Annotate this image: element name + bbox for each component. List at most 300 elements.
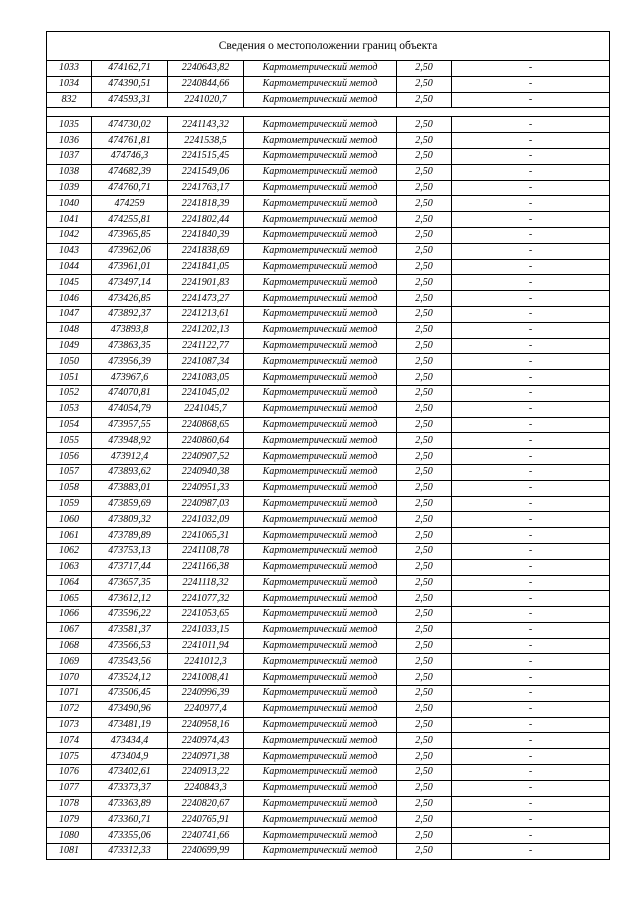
point-number-cell: 1037 — [47, 148, 92, 164]
accuracy-cell: 2,50 — [397, 433, 452, 449]
x-coordinate-cell: 474760,71 — [92, 180, 168, 196]
point-number-cell: 1061 — [47, 528, 92, 544]
x-coordinate-cell: 473657,35 — [92, 575, 168, 591]
table-row — [47, 275, 610, 291]
accuracy-cell: 2,50 — [397, 844, 452, 860]
table-row — [47, 417, 610, 433]
table-row — [47, 76, 610, 92]
method-cell: Картометрический метод — [244, 354, 397, 370]
note-cell: - — [452, 480, 610, 496]
accuracy-cell: 2,50 — [397, 512, 452, 528]
table-row — [47, 670, 610, 686]
accuracy-cell: 2,50 — [397, 92, 452, 108]
x-coordinate-cell: 473312,33 — [92, 844, 168, 860]
note-cell: - — [452, 796, 610, 812]
accuracy-cell: 2,50 — [397, 227, 452, 243]
note-cell: - — [452, 196, 610, 212]
x-coordinate-cell: 473957,55 — [92, 417, 168, 433]
y-coordinate-cell: 2241143,32 — [168, 117, 244, 133]
accuracy-cell: 2,50 — [397, 780, 452, 796]
note-cell: - — [452, 291, 610, 307]
method-cell: Картометрический метод — [244, 654, 397, 670]
y-coordinate-cell: 2241515,45 — [168, 148, 244, 164]
method-cell: Картометрический метод — [244, 148, 397, 164]
x-coordinate-cell: 474070,81 — [92, 385, 168, 401]
x-coordinate-cell: 473524,12 — [92, 670, 168, 686]
accuracy-cell: 2,50 — [397, 196, 452, 212]
point-number-cell: 1062 — [47, 543, 92, 559]
point-number-cell: 1043 — [47, 243, 92, 259]
x-coordinate-cell: 473863,35 — [92, 338, 168, 354]
table-row — [47, 480, 610, 496]
method-cell: Картометрический метод — [244, 76, 397, 92]
y-coordinate-cell: 2241011,94 — [168, 638, 244, 654]
x-coordinate-cell: 473962,06 — [92, 243, 168, 259]
point-number-cell: 1070 — [47, 670, 92, 686]
x-coordinate-cell: 474593,31 — [92, 92, 168, 108]
point-number-cell: 1067 — [47, 622, 92, 638]
table-row — [47, 148, 610, 164]
table-row — [47, 828, 610, 844]
y-coordinate-cell: 2241033,15 — [168, 622, 244, 638]
accuracy-cell: 2,50 — [397, 622, 452, 638]
y-coordinate-cell: 2241838,69 — [168, 243, 244, 259]
point-number-cell: 1042 — [47, 227, 92, 243]
accuracy-cell: 2,50 — [397, 354, 452, 370]
point-number-cell: 1066 — [47, 607, 92, 623]
point-number-cell: 1055 — [47, 433, 92, 449]
y-coordinate-cell: 2240940,38 — [168, 464, 244, 480]
note-cell: - — [452, 638, 610, 654]
note-cell: - — [452, 812, 610, 828]
y-coordinate-cell: 2241020,7 — [168, 92, 244, 108]
table-row — [47, 844, 610, 860]
accuracy-cell: 2,50 — [397, 591, 452, 607]
x-coordinate-cell: 473859,69 — [92, 496, 168, 512]
table-row — [47, 638, 610, 654]
table-row — [47, 812, 610, 828]
y-coordinate-cell: 2240844,66 — [168, 76, 244, 92]
y-coordinate-cell: 2240951,33 — [168, 480, 244, 496]
table-row — [47, 654, 610, 670]
point-number-cell: 1069 — [47, 654, 92, 670]
separator-cell — [47, 108, 610, 117]
point-number-cell: 1063 — [47, 559, 92, 575]
y-coordinate-cell: 2241818,39 — [168, 196, 244, 212]
note-cell: - — [452, 243, 610, 259]
point-number-cell: 1053 — [47, 401, 92, 417]
point-number-cell: 1074 — [47, 733, 92, 749]
table-row — [47, 370, 610, 386]
note-cell: - — [452, 338, 610, 354]
method-cell: Картометрический метод — [244, 512, 397, 528]
table-row — [47, 61, 610, 77]
note-cell: - — [452, 322, 610, 338]
y-coordinate-cell: 2241802,44 — [168, 212, 244, 228]
y-coordinate-cell: 2240699,99 — [168, 844, 244, 860]
accuracy-cell: 2,50 — [397, 370, 452, 386]
method-cell: Картометрический метод — [244, 733, 397, 749]
accuracy-cell: 2,50 — [397, 180, 452, 196]
table-row — [47, 575, 610, 591]
y-coordinate-cell: 2241008,41 — [168, 670, 244, 686]
accuracy-cell: 2,50 — [397, 338, 452, 354]
accuracy-cell: 2,50 — [397, 559, 452, 575]
y-coordinate-cell: 2241077,32 — [168, 591, 244, 607]
x-coordinate-cell: 473363,89 — [92, 796, 168, 812]
note-cell: - — [452, 543, 610, 559]
table-row — [47, 686, 610, 702]
y-coordinate-cell: 2241065,31 — [168, 528, 244, 544]
accuracy-cell: 2,50 — [397, 117, 452, 133]
note-cell: - — [452, 765, 610, 781]
table-row — [47, 433, 610, 449]
y-coordinate-cell: 2241045,02 — [168, 385, 244, 401]
y-coordinate-cell: 2241087,34 — [168, 354, 244, 370]
separator-row — [47, 108, 610, 117]
table-row — [47, 701, 610, 717]
y-coordinate-cell: 2240741,66 — [168, 828, 244, 844]
note-cell: - — [452, 828, 610, 844]
note-cell: - — [452, 76, 610, 92]
x-coordinate-cell: 473883,01 — [92, 480, 168, 496]
note-cell: - — [452, 92, 610, 108]
x-coordinate-cell: 473892,37 — [92, 306, 168, 322]
note-cell: - — [452, 780, 610, 796]
accuracy-cell: 2,50 — [397, 61, 452, 77]
method-cell: Картометрический метод — [244, 417, 397, 433]
y-coordinate-cell: 2240977,4 — [168, 701, 244, 717]
y-coordinate-cell: 2240913,22 — [168, 765, 244, 781]
note-cell: - — [452, 117, 610, 133]
point-number-cell: 1054 — [47, 417, 92, 433]
accuracy-cell: 2,50 — [397, 638, 452, 654]
note-cell: - — [452, 496, 610, 512]
point-number-cell: 1035 — [47, 117, 92, 133]
point-number-cell: 1079 — [47, 812, 92, 828]
point-number-cell: 1081 — [47, 844, 92, 860]
x-coordinate-cell: 473506,45 — [92, 686, 168, 702]
method-cell: Картометрический метод — [244, 180, 397, 196]
point-number-cell: 1080 — [47, 828, 92, 844]
table-row — [47, 749, 610, 765]
x-coordinate-cell: 473566,53 — [92, 638, 168, 654]
y-coordinate-cell: 2241901,83 — [168, 275, 244, 291]
accuracy-cell: 2,50 — [397, 749, 452, 765]
point-number-cell: 1064 — [47, 575, 92, 591]
x-coordinate-cell: 474054,79 — [92, 401, 168, 417]
y-coordinate-cell: 2241083,05 — [168, 370, 244, 386]
note-cell: - — [452, 449, 610, 465]
table-row — [47, 528, 610, 544]
note-cell: - — [452, 622, 610, 638]
y-coordinate-cell: 2241108,78 — [168, 543, 244, 559]
y-coordinate-cell: 2241122,77 — [168, 338, 244, 354]
method-cell: Картометрический метод — [244, 275, 397, 291]
accuracy-cell: 2,50 — [397, 401, 452, 417]
y-coordinate-cell: 2240974,43 — [168, 733, 244, 749]
x-coordinate-cell: 473753,13 — [92, 543, 168, 559]
x-coordinate-cell: 473912,4 — [92, 449, 168, 465]
table-row — [47, 243, 610, 259]
table-row — [47, 385, 610, 401]
x-coordinate-cell: 473490,96 — [92, 701, 168, 717]
x-coordinate-cell: 473355,06 — [92, 828, 168, 844]
table-row — [47, 401, 610, 417]
table-row — [47, 607, 610, 623]
accuracy-cell: 2,50 — [397, 765, 452, 781]
y-coordinate-cell: 2241538,5 — [168, 133, 244, 149]
accuracy-cell: 2,50 — [397, 275, 452, 291]
method-cell: Картометрический метод — [244, 117, 397, 133]
table-row — [47, 543, 610, 559]
note-cell: - — [452, 148, 610, 164]
accuracy-cell: 2,50 — [397, 686, 452, 702]
table-row — [47, 765, 610, 781]
accuracy-cell: 2,50 — [397, 480, 452, 496]
y-coordinate-cell: 2240765,91 — [168, 812, 244, 828]
accuracy-cell: 2,50 — [397, 164, 452, 180]
table-row — [47, 212, 610, 228]
x-coordinate-cell: 473360,71 — [92, 812, 168, 828]
point-number-cell: 1075 — [47, 749, 92, 765]
note-cell: - — [452, 164, 610, 180]
method-cell: Картометрический метод — [244, 291, 397, 307]
table-row — [47, 322, 610, 338]
accuracy-cell: 2,50 — [397, 417, 452, 433]
method-cell: Картометрический метод — [244, 480, 397, 496]
y-coordinate-cell: 2241473,27 — [168, 291, 244, 307]
note-cell: - — [452, 354, 610, 370]
point-number-cell: 1068 — [47, 638, 92, 654]
note-cell: - — [452, 749, 610, 765]
point-number-cell: 1050 — [47, 354, 92, 370]
method-cell: Картометрический метод — [244, 575, 397, 591]
y-coordinate-cell: 2240958,16 — [168, 717, 244, 733]
method-cell: Картометрический метод — [244, 370, 397, 386]
method-cell: Картометрический метод — [244, 385, 397, 401]
method-cell: Картометрический метод — [244, 496, 397, 512]
accuracy-cell: 2,50 — [397, 385, 452, 401]
y-coordinate-cell: 2240971,38 — [168, 749, 244, 765]
method-cell: Картометрический метод — [244, 133, 397, 149]
method-cell: Картометрический метод — [244, 780, 397, 796]
method-cell: Картометрический метод — [244, 464, 397, 480]
method-cell: Картометрический метод — [244, 212, 397, 228]
accuracy-cell: 2,50 — [397, 133, 452, 149]
note-cell: - — [452, 401, 610, 417]
x-coordinate-cell: 473961,01 — [92, 259, 168, 275]
method-cell: Картометрический метод — [244, 638, 397, 654]
x-coordinate-cell: 473789,89 — [92, 528, 168, 544]
note-cell: - — [452, 133, 610, 149]
note-cell: - — [452, 512, 610, 528]
table-row — [47, 733, 610, 749]
accuracy-cell: 2,50 — [397, 654, 452, 670]
y-coordinate-cell: 2241012,3 — [168, 654, 244, 670]
method-cell: Картометрический метод — [244, 322, 397, 338]
table-row — [47, 92, 610, 108]
point-number-cell: 1077 — [47, 780, 92, 796]
y-coordinate-cell: 2240907,52 — [168, 449, 244, 465]
point-number-cell: 1059 — [47, 496, 92, 512]
note-cell: - — [452, 559, 610, 575]
accuracy-cell: 2,50 — [397, 575, 452, 591]
note-cell: - — [452, 433, 610, 449]
accuracy-cell: 2,50 — [397, 76, 452, 92]
method-cell: Картометрический метод — [244, 338, 397, 354]
method-cell: Картометрический метод — [244, 796, 397, 812]
y-coordinate-cell: 2241202,13 — [168, 322, 244, 338]
accuracy-cell: 2,50 — [397, 670, 452, 686]
method-cell: Картометрический метод — [244, 686, 397, 702]
note-cell: - — [452, 654, 610, 670]
x-coordinate-cell: 473581,37 — [92, 622, 168, 638]
y-coordinate-cell: 2240868,65 — [168, 417, 244, 433]
note-cell: - — [452, 259, 610, 275]
note-cell: - — [452, 717, 610, 733]
note-cell: - — [452, 607, 610, 623]
table-row — [47, 133, 610, 149]
point-number-cell: 1051 — [47, 370, 92, 386]
method-cell: Картометрический метод — [244, 528, 397, 544]
x-coordinate-cell: 473809,32 — [92, 512, 168, 528]
method-cell: Картометрический метод — [244, 812, 397, 828]
accuracy-cell: 2,50 — [397, 543, 452, 559]
y-coordinate-cell: 2241118,32 — [168, 575, 244, 591]
y-coordinate-cell: 2241840,39 — [168, 227, 244, 243]
y-coordinate-cell: 2240987,03 — [168, 496, 244, 512]
x-coordinate-cell: 473404,9 — [92, 749, 168, 765]
x-coordinate-cell: 473543,56 — [92, 654, 168, 670]
table-body — [47, 32, 610, 860]
x-coordinate-cell: 473893,8 — [92, 322, 168, 338]
y-coordinate-cell: 2241549,06 — [168, 164, 244, 180]
x-coordinate-cell: 473893,62 — [92, 464, 168, 480]
accuracy-cell: 2,50 — [397, 607, 452, 623]
x-coordinate-cell: 474162,71 — [92, 61, 168, 77]
note-cell: - — [452, 306, 610, 322]
accuracy-cell: 2,50 — [397, 828, 452, 844]
method-cell: Картометрический метод — [244, 92, 397, 108]
y-coordinate-cell: 2241166,38 — [168, 559, 244, 575]
x-coordinate-cell: 473596,22 — [92, 607, 168, 623]
method-cell: Картометрический метод — [244, 259, 397, 275]
method-cell: Картометрический метод — [244, 559, 397, 575]
boundary-info-document — [46, 31, 609, 860]
y-coordinate-cell: 2240843,3 — [168, 780, 244, 796]
point-number-cell: 1072 — [47, 701, 92, 717]
table-row — [47, 291, 610, 307]
point-number-cell: 1047 — [47, 306, 92, 322]
method-cell: Картометрический метод — [244, 701, 397, 717]
x-coordinate-cell: 474390,51 — [92, 76, 168, 92]
y-coordinate-cell: 2240820,67 — [168, 796, 244, 812]
method-cell: Картометрический метод — [244, 543, 397, 559]
title-row — [47, 32, 610, 61]
x-coordinate-cell: 473948,92 — [92, 433, 168, 449]
note-cell: - — [452, 180, 610, 196]
y-coordinate-cell: 2240996,39 — [168, 686, 244, 702]
y-coordinate-cell: 2241841,05 — [168, 259, 244, 275]
note-cell: - — [452, 212, 610, 228]
point-number-cell: 1073 — [47, 717, 92, 733]
method-cell: Картометрический метод — [244, 243, 397, 259]
note-cell: - — [452, 370, 610, 386]
point-number-cell: 1041 — [47, 212, 92, 228]
method-cell: Картометрический метод — [244, 61, 397, 77]
point-number-cell: 1039 — [47, 180, 92, 196]
method-cell: Картометрический метод — [244, 449, 397, 465]
method-cell: Картометрический метод — [244, 749, 397, 765]
point-number-cell: 1045 — [47, 275, 92, 291]
accuracy-cell: 2,50 — [397, 259, 452, 275]
table-row — [47, 449, 610, 465]
x-coordinate-cell: 473497,14 — [92, 275, 168, 291]
accuracy-cell: 2,50 — [397, 291, 452, 307]
table-row — [47, 796, 610, 812]
point-number-cell: 1036 — [47, 133, 92, 149]
point-number-cell: 832 — [47, 92, 92, 108]
point-number-cell: 1044 — [47, 259, 92, 275]
note-cell: - — [452, 844, 610, 860]
x-coordinate-cell: 474259 — [92, 196, 168, 212]
note-cell: - — [452, 385, 610, 401]
x-coordinate-cell: 473956,39 — [92, 354, 168, 370]
point-number-cell: 1065 — [47, 591, 92, 607]
note-cell: - — [452, 275, 610, 291]
y-coordinate-cell: 2240643,82 — [168, 61, 244, 77]
method-cell: Картометрический метод — [244, 227, 397, 243]
method-cell: Картометрический метод — [244, 828, 397, 844]
note-cell: - — [452, 417, 610, 433]
table-row — [47, 196, 610, 212]
point-number-cell: 1071 — [47, 686, 92, 702]
note-cell: - — [452, 464, 610, 480]
accuracy-cell: 2,50 — [397, 243, 452, 259]
point-number-cell: 1038 — [47, 164, 92, 180]
note-cell: - — [452, 733, 610, 749]
table-row — [47, 780, 610, 796]
accuracy-cell: 2,50 — [397, 212, 452, 228]
note-cell: - — [452, 670, 610, 686]
method-cell: Картометрический метод — [244, 306, 397, 322]
x-coordinate-cell: 474682,39 — [92, 164, 168, 180]
x-coordinate-cell: 473612,12 — [92, 591, 168, 607]
y-coordinate-cell: 2241213,61 — [168, 306, 244, 322]
point-number-cell: 1048 — [47, 322, 92, 338]
note-cell: - — [452, 575, 610, 591]
x-coordinate-cell: 473434,4 — [92, 733, 168, 749]
table-row — [47, 306, 610, 322]
point-number-cell: 1078 — [47, 796, 92, 812]
accuracy-cell: 2,50 — [397, 733, 452, 749]
table-row — [47, 717, 610, 733]
point-number-cell: 1052 — [47, 385, 92, 401]
note-cell: - — [452, 701, 610, 717]
point-number-cell: 1056 — [47, 449, 92, 465]
note-cell: - — [452, 227, 610, 243]
x-coordinate-cell: 473426,85 — [92, 291, 168, 307]
point-number-cell: 1040 — [47, 196, 92, 212]
x-coordinate-cell: 473717,44 — [92, 559, 168, 575]
method-cell: Картометрический метод — [244, 844, 397, 860]
accuracy-cell: 2,50 — [397, 496, 452, 512]
x-coordinate-cell: 473481,19 — [92, 717, 168, 733]
x-coordinate-cell: 473373,37 — [92, 780, 168, 796]
note-cell: - — [452, 528, 610, 544]
table-title: Сведения о местоположении границ объекта — [47, 32, 610, 61]
